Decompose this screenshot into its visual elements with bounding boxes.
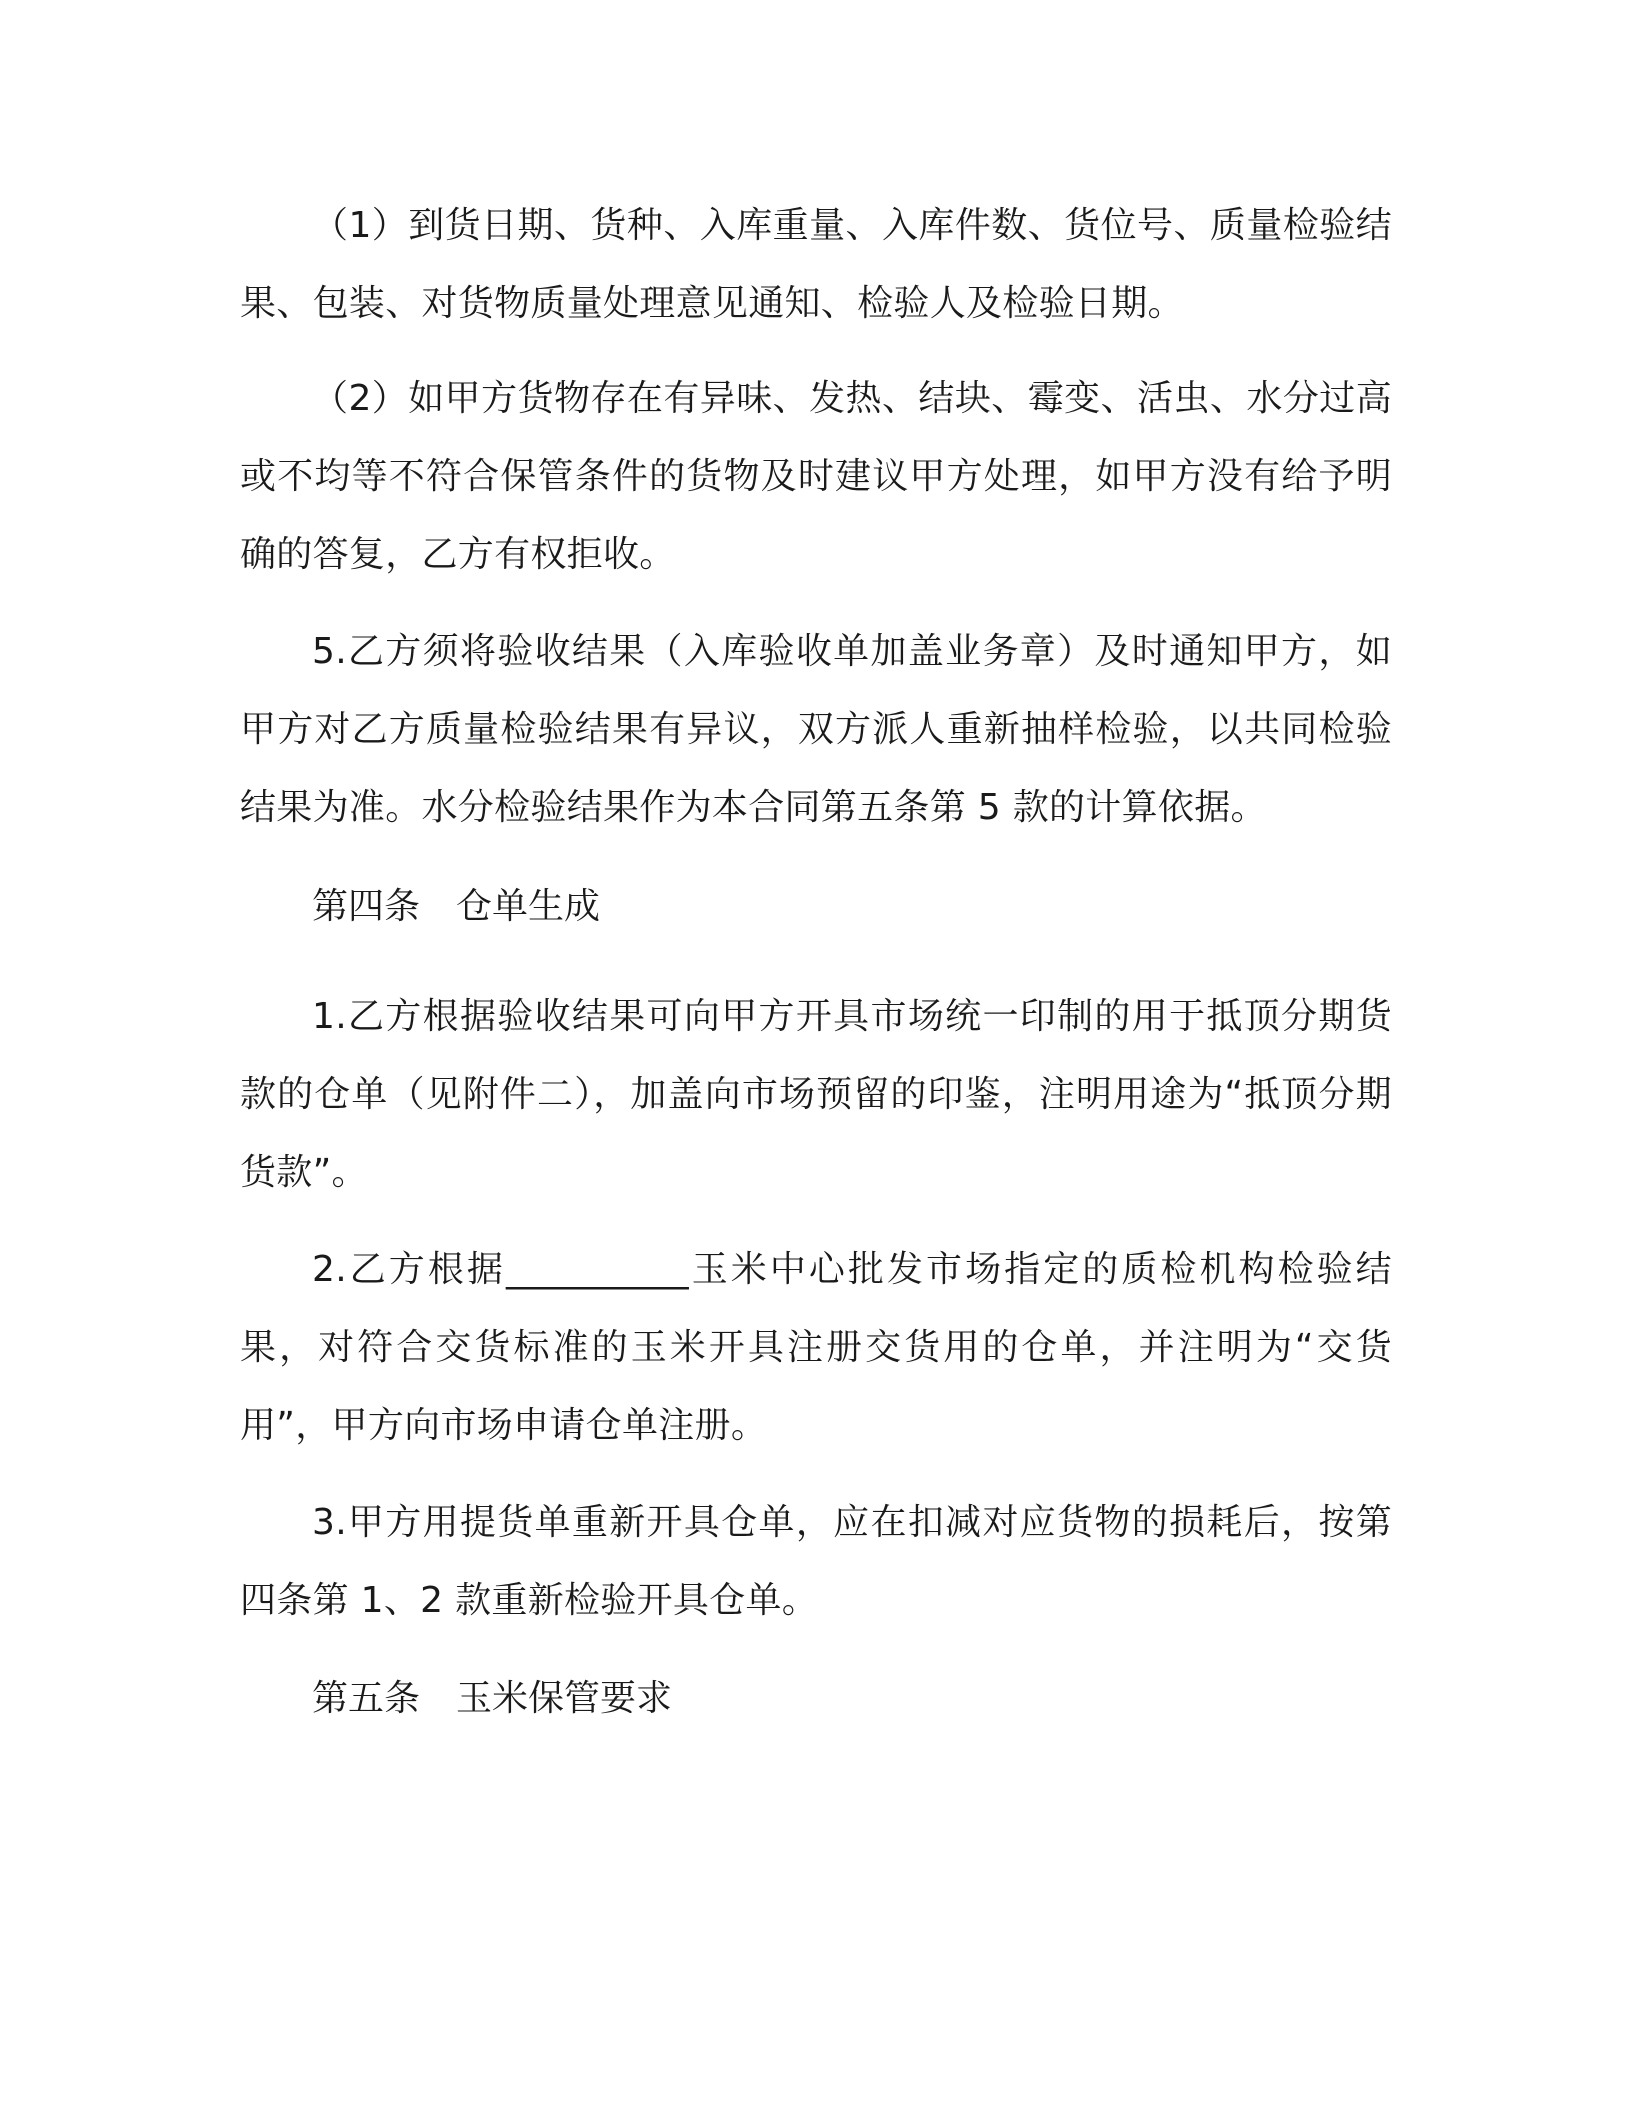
- paragraph-text: （2）如甲方货物存在有异味、发热、结块、霉变、活虫、水分过高或不均等不符合保管条件的货物及时建议甲方处理，如甲方没有给予明确的答复，乙方有权拒收。: [240, 378, 1392, 575]
- section-heading: 第五条 玉米保管要求: [312, 1678, 673, 1719]
- paragraph-inspection-items: [240, 187, 1392, 343]
- paragraph-text: 2.乙方根据__________玉米中心批发市场指定的质检机构检验结果，对符合交货标准的玉米开具注册交货用的仓单，并注明为“交货用”，甲方向市场申请仓单注册。: [240, 1249, 1392, 1446]
- section-heading-article-5: [240, 1660, 1392, 1738]
- paragraph-text: 5.乙方须将验收结果（入库验收单加盖业务章）及时通知甲方，如甲方对乙方质量检验结果有异议，双方派人重新抽样检验，以共同检验结果为准。水分检验结果作为本合同第五条第 5 款的计算依据。: [240, 631, 1392, 828]
- paragraph-text: 1.乙方根据验收结果可向甲方开具市场统一印制的用于抵顶分期货款的仓单（见附件二），加盖向市场预留的印鉴，注明用途为“抵顶分期货款”。: [240, 996, 1392, 1193]
- section-heading-article-4: [240, 868, 1392, 946]
- paragraph-text: （1）到货日期、货种、入库重量、入库件数、货位号、质量检验结果、包装、对货物质量处理意见通知、检验人及检验日期。: [240, 205, 1392, 324]
- paragraph-warehouse-receipt-2: [240, 1231, 1392, 1465]
- paragraph-notification-clause: [240, 613, 1392, 847]
- section-heading: 第四条 仓单生成: [312, 886, 601, 927]
- paragraph-warehouse-receipt-1: [240, 978, 1392, 1212]
- paragraph-warehouse-receipt-3: [240, 1484, 1392, 1640]
- paragraph-text: 3.甲方用提货单重新开具仓单，应在扣减对应货物的损耗后，按第四条第 1、2 款重新检验开具仓单。: [240, 1502, 1392, 1621]
- paragraph-rejection-clause: [240, 360, 1392, 594]
